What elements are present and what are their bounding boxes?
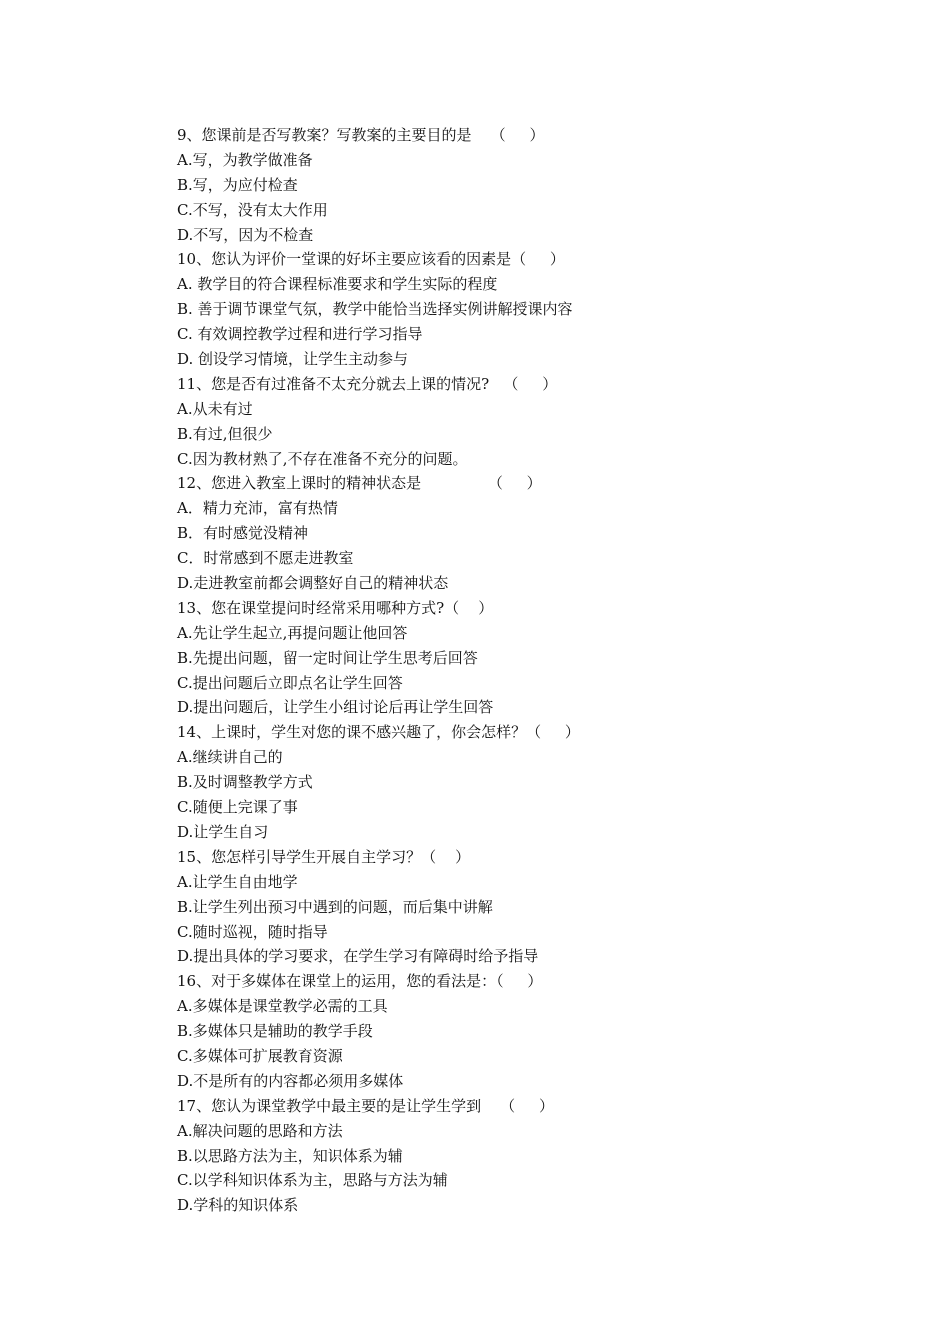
question-text: 14、上课时，学生对您的课不感兴趣了，你会怎样？（ ） <box>177 723 580 742</box>
answer-option: C.多媒体可扩展教育资源 <box>177 1046 343 1065</box>
answer-option: A.从未有过 <box>177 399 253 418</box>
question-text: 11、您是否有过准备不太充分就去上课的情况? （ ） <box>177 374 558 393</box>
answer-option: D.让学生自习 <box>177 822 269 841</box>
question-block <box>177 471 817 595</box>
question-block <box>177 247 817 371</box>
answer-option: A．精力充沛，富有热情 <box>177 499 338 518</box>
question-text: 12、您进入教室上课时的精神状态是 （ ） <box>177 474 542 493</box>
answer-option: D. 创设学习情境，让学生主动参与 <box>177 350 409 369</box>
answer-option: B.多媒体只是辅助的教学手段 <box>177 1022 373 1041</box>
answer-option: A. 教学目的符合课程标准要求和学生实际的程度 <box>177 275 498 294</box>
answer-option: D.不写，因为不检查 <box>177 225 314 244</box>
answer-option: D.提出问题后，让学生小组讨论后再让学生回答 <box>177 698 494 717</box>
answer-option: A.解决问题的思路和方法 <box>177 1121 343 1140</box>
answer-option: C.提出问题后立即点名让学生回答 <box>177 673 403 692</box>
question-text: 15、您怎样引导学生开展自主学习？（ ） <box>177 847 471 866</box>
question-block <box>177 596 817 720</box>
question-block <box>177 845 817 969</box>
answer-option: B.让学生列出预习中遇到的问题，而后集中讲解 <box>177 897 493 916</box>
question-block <box>177 720 817 844</box>
answer-option: B. 善于调节课堂气氛，教学中能恰当选择实例讲解授课内容 <box>177 300 573 319</box>
question-text: 9、您课前是否写教案？写教案的主要目的是 （ ） <box>177 126 545 144</box>
questionnaire-body <box>177 123 817 1218</box>
answer-option: A.继续讲自己的 <box>177 748 283 767</box>
question-block <box>177 123 817 247</box>
answer-option: A.写，为教学做准备 <box>177 150 313 169</box>
question-text: 16、对于多媒体在课堂上的运用，您的看法是：（ ） <box>177 972 543 991</box>
answer-option: D.走进教室前都会调整好自己的精神状态 <box>177 574 449 593</box>
answer-option: C.随时巡视，随时指导 <box>177 922 328 941</box>
answer-option: C.不写，没有太大作用 <box>177 200 328 219</box>
question-block <box>177 372 817 472</box>
answer-option: A.让学生自由地学 <box>177 872 298 891</box>
answer-option: B．有时感觉没精神 <box>177 524 309 543</box>
answer-option: B.先提出问题，留一定时间让学生思考后回答 <box>177 648 478 667</box>
answer-option: B.写，为应付检查 <box>177 175 298 194</box>
answer-option: B.及时调整教学方式 <box>177 773 313 792</box>
question-text: 17、您认为课堂教学中最主要的是让学生学到 （ ） <box>177 1096 555 1115</box>
answer-option: D.不是所有的内容都必须用多媒体 <box>177 1071 404 1090</box>
answer-option: C．时常感到不愿走进教室 <box>177 549 354 568</box>
answer-option: A.先让学生起立,再提问题让他回答 <box>177 623 408 642</box>
question-text: 10、您认为评价一堂课的好坏主要应该看的因素是（ ） <box>177 250 565 269</box>
answer-option: B.以思路方法为主，知识体系为辅 <box>177 1146 403 1165</box>
answer-option: C. 有效调控教学过程和进行学习指导 <box>177 325 423 344</box>
question-block <box>177 1094 817 1218</box>
answer-option: C.随便上完课了事 <box>177 798 298 817</box>
answer-option: C.因为教材熟了,不存在准备不充分的问题。 <box>177 449 468 468</box>
answer-option: B.有过,但很少 <box>177 424 273 443</box>
answer-option: C.以学科知识体系为主，思路与方法为辅 <box>177 1171 448 1190</box>
question-block <box>177 969 817 1093</box>
question-text: 13、您在课堂提问时经常采用哪种方式?（ ） <box>177 598 494 617</box>
answer-option: D.提出具体的学习要求，在学生学习有障碍时给予指导 <box>177 947 539 966</box>
answer-option: D.学科的知识体系 <box>177 1196 299 1215</box>
answer-option: A.多媒体是课堂教学必需的工具 <box>177 997 388 1016</box>
